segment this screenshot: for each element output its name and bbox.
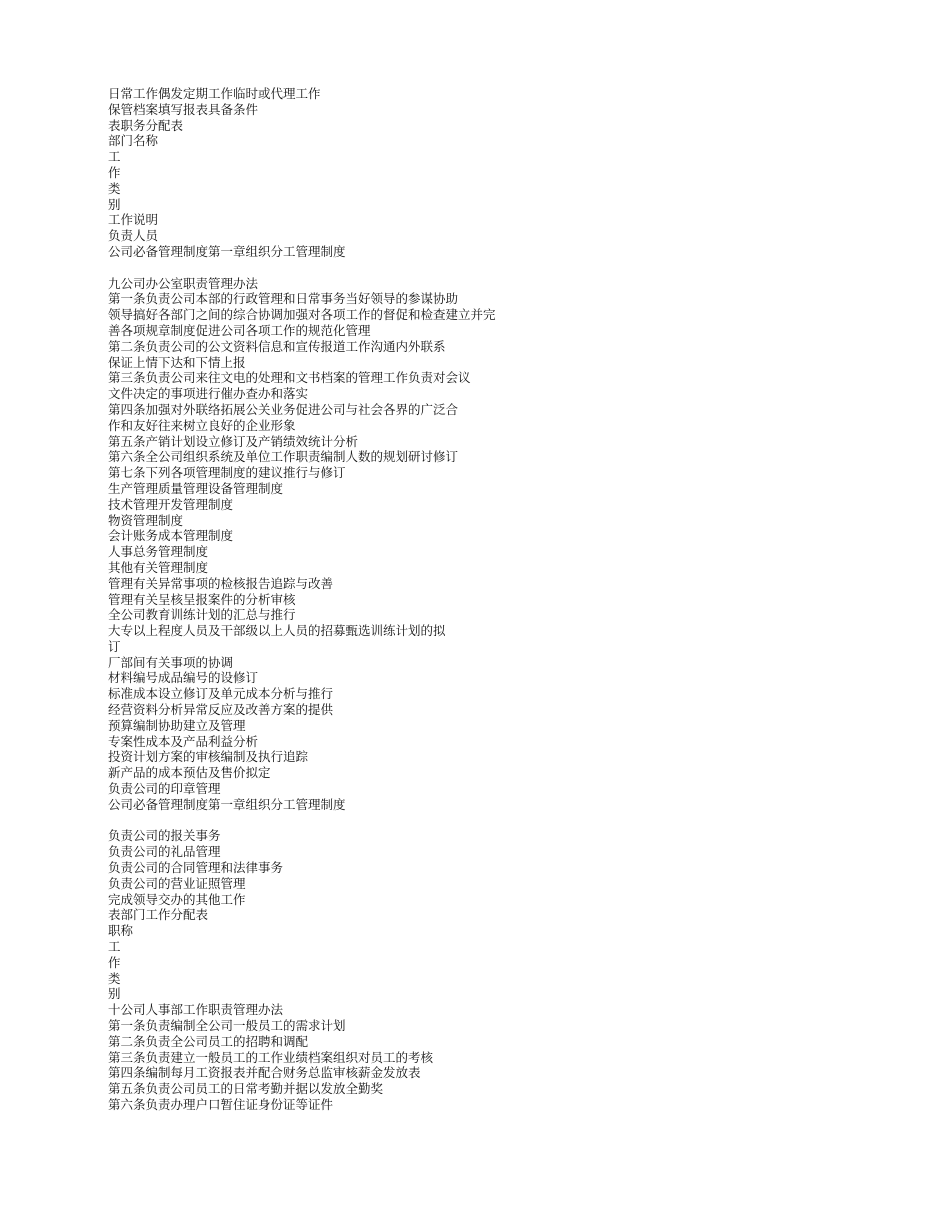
document-line: 负责公司的印章管理 — [108, 781, 221, 797]
document-line: 别 — [108, 196, 121, 212]
document-line: 生产管理质量管理设备管理制度 — [108, 480, 284, 496]
document-line: 工 — [108, 939, 121, 955]
document-line: 作 — [108, 164, 121, 180]
document-line: 第六条负责办理户口暂住证身份证等证件 — [108, 1097, 334, 1112]
document-line: 会计账务成本管理制度 — [108, 528, 234, 544]
document-line: 其他有关管理制度 — [108, 559, 209, 575]
document-line: 公司必备管理制度第一章组织分工管理制度 — [108, 796, 346, 812]
document-line: 技术管理开发管理制度 — [108, 496, 234, 512]
document-line: 第三条负责公司来往文电的处理和文书档案的管理工作负责对会议 — [108, 370, 471, 386]
document-line: 完成领导交办的其他工作 — [108, 891, 246, 907]
document-line: 十公司人事部工作职责管理办法 — [108, 1002, 284, 1018]
document-line: 订 — [108, 638, 121, 654]
document-line: 负责人员 — [108, 228, 159, 244]
document-line: 第五条产销计划设立修订及产销绩效统计分析 — [108, 433, 359, 449]
document-line: 第一条负责公司本部的行政管理和日常事务当好领导的参谋协助 — [108, 291, 459, 307]
document-body — [108, 86, 888, 1113]
document-line: 第四条编制每月工资报表并配合财务总监审核薪金发放表 — [108, 1065, 421, 1081]
document-line: 表部门工作分配表 — [108, 907, 209, 923]
document-line: 保管档案填写报表具备条件 — [108, 101, 259, 117]
document-line: 别 — [108, 986, 121, 1002]
document-line: 第七条下列各项管理制度的建议推行与修订 — [108, 465, 346, 481]
document-line: 工作说明 — [108, 212, 159, 228]
document-line: 部门名称 — [108, 133, 159, 149]
document-line: 表职务分配表 — [108, 117, 184, 133]
document-line: 九公司办公室职责管理办法 — [108, 275, 259, 291]
document-line: 人事总务管理制度 — [108, 544, 209, 560]
document-line: 第四条加强对外联络拓展公关业务促进公司与社会各界的广泛合 — [108, 401, 459, 417]
document-line — [108, 260, 888, 276]
document-line: 专案性成本及产品利益分析 — [108, 733, 259, 749]
document-line: 第五条负责公司员工的日常考勤并据以发放全勤奖 — [108, 1081, 384, 1097]
document-line: 保证上情下达和下情上报 — [108, 354, 246, 370]
document-line: 大专以上程度人员及干部级以上人员的招募甄选训练计划的拟 — [108, 623, 446, 639]
document-line: 经营资料分析异常反应及改善方案的提供 — [108, 702, 334, 718]
document-line: 材料编号成品编号的设修订 — [108, 670, 259, 686]
document-line: 领导搞好各部门之间的综合协调加强对各项工作的督促和检查建立并完 — [108, 307, 496, 323]
document-line: 预算编制协助建立及管理 — [108, 717, 246, 733]
document-line: 类 — [108, 970, 121, 986]
document-line: 第六条全公司组织系统及单位工作职责编制人数的规划研讨修订 — [108, 449, 459, 465]
document-line: 厂部间有关事项的协调 — [108, 654, 234, 670]
document-line: 负责公司的礼品管理 — [108, 844, 221, 860]
document-line: 文件决定的事项进行催办查办和落实 — [108, 386, 309, 402]
document-line: 第三条负责建立一般员工的工作业绩档案组织对员工的考核 — [108, 1049, 434, 1065]
document-line — [108, 813, 888, 829]
document-line: 作 — [108, 954, 121, 970]
document-line: 标准成本设立修订及单元成本分析与推行 — [108, 686, 334, 702]
document-line: 负责公司的营业证照管理 — [108, 875, 246, 891]
document-line: 投资计划方案的审核编制及执行追踪 — [108, 749, 309, 765]
document-line: 管理有关呈核呈报案件的分析审核 — [108, 591, 296, 607]
document-line: 负责公司的合同管理和法律事务 — [108, 860, 284, 876]
document-line: 新产品的成本预估及售价拟定 — [108, 765, 271, 781]
document-line: 日常工作偶发定期工作临时或代理工作 — [108, 86, 321, 101]
document-line: 职称 — [108, 923, 134, 939]
document-line: 物资管理制度 — [108, 512, 184, 528]
document-line: 全公司教育训练计划的汇总与推行 — [108, 607, 296, 623]
document-line: 第一条负责编制全公司一般员工的需求计划 — [108, 1018, 346, 1034]
document-line: 第二条负责全公司员工的招聘和调配 — [108, 1033, 309, 1049]
document-line: 善各项规章制度促进公司各项工作的规范化管理 — [108, 322, 371, 338]
document-line: 管理有关异常事项的检核报告追踪与改善 — [108, 575, 334, 591]
document-line: 类 — [108, 180, 121, 196]
document-line: 工 — [108, 149, 121, 165]
document-line: 第二条负责公司的公文资料信息和宣传报道工作沟通内外联系 — [108, 338, 446, 354]
document-line: 负责公司的报关事务 — [108, 828, 221, 844]
document-line: 作和友好往来树立良好的企业形象 — [108, 417, 296, 433]
document-line: 公司必备管理制度第一章组织分工管理制度 — [108, 243, 346, 259]
